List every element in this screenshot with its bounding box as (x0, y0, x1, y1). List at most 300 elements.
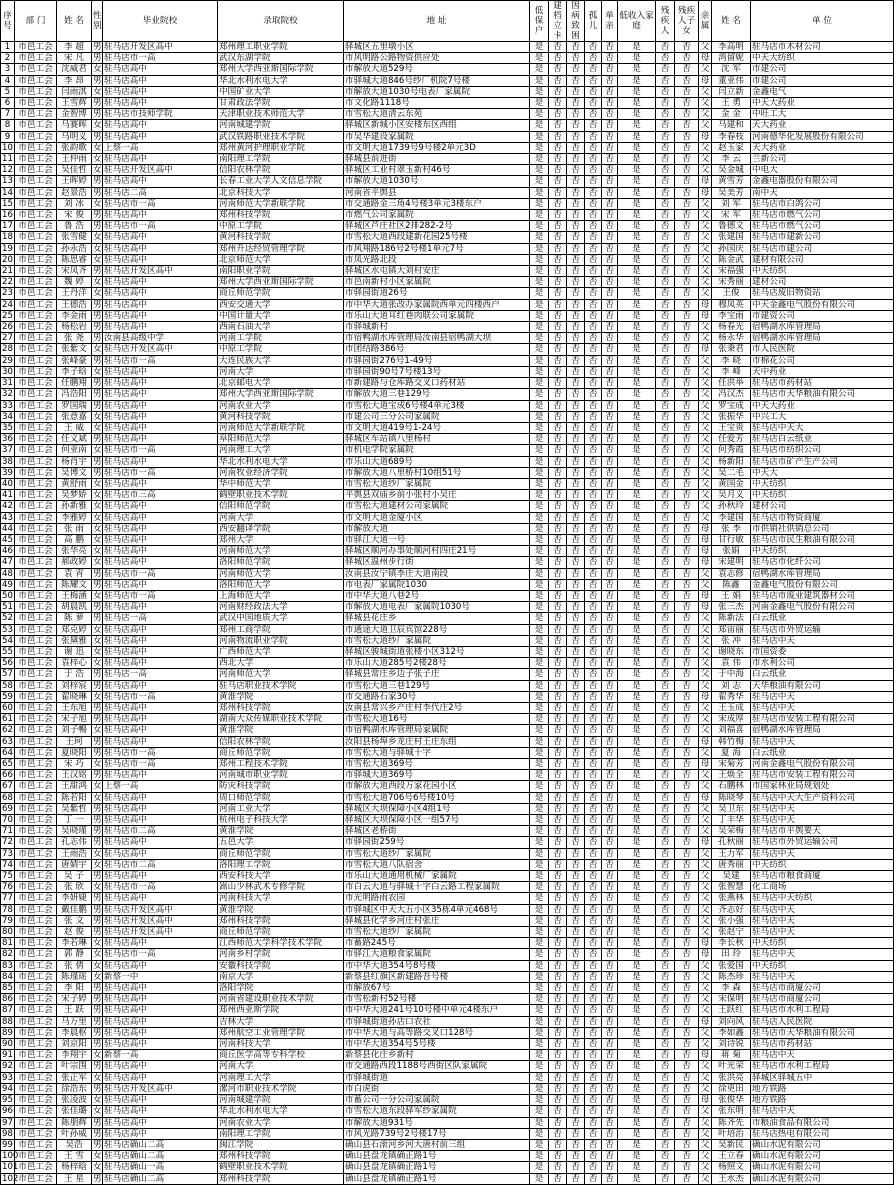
table-cell: 女 (93, 411, 102, 422)
table-cell: 是 (530, 1039, 549, 1050)
table-cell: 是 (618, 927, 656, 938)
table-cell: 否 (675, 478, 699, 489)
table-cell: 否 (602, 546, 618, 557)
table-cell: 94 (2, 1083, 13, 1094)
table-cell: 郑州大学 (218, 534, 344, 545)
table-row (1, 142, 894, 153)
table-row (1, 546, 894, 557)
table-cell: 否 (585, 1005, 602, 1016)
table-cell: 任鹏翔 (57, 378, 92, 389)
table-cell: 否 (675, 1016, 699, 1027)
table-cell: 否 (585, 1095, 602, 1106)
table-cell: 闽江学院 (218, 1139, 344, 1150)
table-cell: 市文明大道1739号9号楼2单元3D (344, 142, 530, 153)
table-cell: 否 (567, 871, 585, 882)
table-cell: 驻马店高中 (103, 871, 218, 882)
table-cell: 市邑工会 (15, 1039, 57, 1050)
table-cell: 女 (93, 232, 102, 243)
table-cell: 市邑工会 (15, 490, 57, 501)
table-cell: 吴卫东 (712, 803, 751, 814)
table-cell: 53 (2, 624, 13, 635)
table-cell: 否 (656, 109, 675, 120)
table-cell: 否 (656, 176, 675, 187)
table-cell: 市解放大道1030号 (344, 176, 530, 187)
table-cell: 否 (675, 1117, 699, 1128)
table-cell: 吉林大学 (218, 1016, 344, 1027)
column-header: 因病致困 (567, 1, 585, 42)
table-cell: 白云纸业 (751, 669, 894, 680)
table-cell: 驻马店高中 (103, 557, 218, 568)
table-cell: 罗国瑞 (57, 400, 92, 411)
table-cell: 否 (549, 759, 567, 770)
table-cell: 否 (602, 882, 618, 893)
table-cell: 66 (2, 770, 13, 781)
table-cell: 否 (549, 232, 567, 243)
table-cell: 中天纺织 (751, 859, 894, 870)
table-cell: 市邑工会 (15, 378, 57, 389)
table-cell: 新蔡一高 (103, 1050, 218, 1061)
table-cell: 确山水泥有限公司 (751, 1173, 894, 1184)
column-header: 低保户 (530, 1, 549, 42)
table-cell: 91 (2, 1050, 13, 1061)
table-cell: 否 (567, 266, 585, 277)
table-cell: 市邑工会 (15, 512, 57, 523)
table-cell: 王雨浩 (57, 848, 92, 859)
table-cell: 否 (675, 266, 699, 277)
table-cell: 72 (2, 837, 13, 848)
table-cell: 否 (549, 254, 567, 265)
table-cell: 驻马店开发区高中 (103, 915, 218, 926)
table-cell: 否 (567, 646, 585, 657)
table-cell: 是 (618, 42, 656, 53)
table-cell: 驻马店高中 (103, 736, 218, 747)
table-cell: 吴紫哲 (57, 803, 92, 814)
table-cell: 否 (567, 781, 585, 792)
table-cell: 驻马店市一高 (103, 759, 218, 770)
table-cell: 是 (530, 949, 549, 960)
table-cell: 市雪松大道纱厂家属院 (344, 927, 530, 938)
table-cell: 否 (567, 893, 585, 904)
table-cell: 男 (93, 904, 102, 915)
column-header: 地 址 (344, 1, 530, 42)
table-cell: 驻马店中天 (751, 691, 894, 702)
table-cell: 驻马店二高 (103, 187, 218, 198)
table-cell: 父 (699, 322, 712, 333)
table-cell: 是 (530, 366, 549, 377)
table-cell: 父 (699, 803, 712, 814)
table-cell: 男 (93, 680, 102, 691)
table-row (1, 490, 894, 501)
table-cell: 否 (656, 624, 675, 635)
table-cell: 61 (2, 714, 13, 725)
table-cell: 女 (93, 1050, 102, 1061)
table-cell: 驻马店中天 (751, 927, 894, 938)
table-cell: 否 (656, 613, 675, 624)
table-cell: 鲁 浩 (57, 221, 92, 232)
table-cell: 否 (675, 1151, 699, 1162)
table-cell: 父 (699, 120, 712, 131)
table-cell: 否 (585, 98, 602, 109)
table-cell: 市邑工会 (15, 232, 57, 243)
table-cell: 南阳职业学院 (218, 266, 344, 277)
table-cell: 是 (530, 1050, 549, 1061)
table-row (1, 434, 894, 445)
table-cell: 否 (567, 198, 585, 209)
table-cell: 河南师范大学新联学院 (218, 422, 344, 433)
table-cell: 否 (549, 1173, 567, 1184)
table-cell: 是 (618, 1005, 656, 1016)
table-cell: 否 (549, 702, 567, 713)
table-cell: 是 (530, 434, 549, 445)
table-cell: 是 (618, 1061, 656, 1072)
table-cell: 母 (699, 1016, 712, 1027)
table-cell: 7 (1, 109, 15, 120)
table-cell: 男 (93, 714, 102, 725)
table-cell: 否 (567, 1151, 585, 1162)
table-cell: 否 (549, 120, 567, 131)
table-cell: 中天大纺织 (751, 53, 894, 64)
table-cell: 是 (618, 590, 656, 601)
table-cell: 沈威君 (57, 64, 92, 75)
table-cell: 否 (675, 1039, 699, 1050)
table-cell: 男 (93, 299, 102, 310)
table-cell: 孔秋丽 (712, 837, 751, 848)
table-cell: 父 (699, 478, 712, 489)
table-cell: 否 (656, 221, 675, 232)
table-cell: 父 (699, 288, 712, 299)
table-cell: 否 (585, 837, 602, 848)
table-cell: 驿城区老桥街 (344, 826, 530, 837)
table-cell: 否 (585, 1083, 602, 1094)
table-cell: 是 (618, 691, 656, 702)
table-cell: 否 (549, 602, 567, 613)
table-cell: 李建国 (712, 512, 751, 523)
table-cell: 是 (530, 422, 549, 433)
table-cell: 4 (1, 75, 15, 86)
table-cell: 否 (656, 445, 675, 456)
table-cell: 市供销社供销总公司 (751, 523, 894, 534)
table-cell: 西安交通大学 (218, 299, 344, 310)
table-row (1, 534, 894, 545)
table-cell: 否 (549, 523, 567, 534)
table-cell: 驻马店高中 (103, 64, 218, 75)
table-cell: 市邑工会 (15, 422, 57, 433)
table-cell: 否 (549, 422, 567, 433)
table-cell: 否 (602, 568, 618, 579)
table-cell: 宋福强 (712, 266, 751, 277)
table-cell: 市邑工会 (15, 971, 57, 982)
table-cell: 否 (549, 904, 567, 915)
table-cell: 驻马店高中 (103, 288, 218, 299)
table-cell: 驻马店高中 (103, 389, 218, 400)
table-cell: 母 (699, 176, 712, 187)
column-header: 序号 (1, 1, 15, 42)
table-cell: 西安科技大学 (218, 871, 344, 882)
table-cell: 驻马店高中 (103, 714, 218, 725)
table-row (1, 702, 894, 713)
table-cell: 否 (567, 915, 585, 926)
table-cell: 驿城县前进街 (344, 154, 530, 165)
table-cell: 否 (675, 434, 699, 445)
table-cell: 新蔡县化庄乡新村 (344, 1050, 530, 1061)
table-cell: 市雪松大道纱厂家属院 (344, 848, 530, 859)
table-cell: 否 (549, 736, 567, 747)
table-cell: 市解放67号 (344, 983, 530, 994)
table-cell: 102 (2, 1173, 19, 1184)
table-cell: 驻马店高中 (103, 680, 218, 691)
table-cell: 市邑工会 (15, 1027, 57, 1038)
table-cell: 王德浩 (57, 299, 92, 310)
table-cell: 建材有限公司 (751, 254, 894, 265)
table-cell: 刘向风 (712, 1016, 751, 1027)
table-cell: 父 (699, 983, 712, 994)
table-row (1, 322, 894, 333)
table-row (1, 792, 894, 803)
table-cell: 男 (93, 915, 102, 926)
table-cell: 否 (585, 154, 602, 165)
table-cell: 父 (699, 568, 712, 579)
table-cell: 驻马店高中 (103, 635, 218, 646)
table-cell: 父 (699, 1173, 712, 1184)
table-cell: 否 (602, 98, 618, 109)
table-row (1, 1083, 894, 1094)
table-cell: 张智慧 (712, 882, 751, 893)
table-cell: 徐浩东 (57, 1083, 92, 1094)
table-cell: 夏晓阳 (57, 747, 92, 758)
table-cell: 是 (530, 378, 549, 389)
table-cell: 新蔡县红旗区新建路吾号楼 (344, 971, 530, 982)
table-cell: 市解放大道931号 (344, 1117, 530, 1128)
table-cell: 否 (602, 366, 618, 377)
table-cell: 否 (567, 411, 585, 422)
table-cell: 男 (93, 871, 102, 882)
table-cell: 父 (699, 445, 712, 456)
table-cell: 否 (567, 882, 585, 893)
table-cell: 驻马店市一高 (103, 747, 218, 758)
table-cell: 郑州工程技术学院 (218, 759, 344, 770)
table-cell: 市邑工会 (15, 1117, 57, 1128)
table-cell: 37 (2, 445, 13, 456)
table-cell: 市邑工会 (15, 210, 57, 221)
table-cell: 38 (2, 456, 13, 467)
table-cell: 是 (530, 1151, 549, 1162)
table-cell: 驻马店开发区高中 (103, 266, 218, 277)
table-row (1, 1072, 894, 1083)
table-cell: 是 (530, 590, 549, 601)
table-cell: 是 (618, 680, 656, 691)
table-cell: 是 (530, 1117, 549, 1128)
table-cell: 否 (656, 1139, 675, 1150)
table-cell: 张赵宁 (712, 927, 751, 938)
table-cell: 是 (530, 848, 549, 859)
column-header: 残疾人子女 (675, 1, 699, 42)
table-cell: 否 (675, 165, 699, 176)
table-cell: 地方铁路 (751, 1095, 894, 1106)
table-cell: 市中华大道354号5号楼 (344, 1039, 530, 1050)
table-cell: 父 (699, 747, 712, 758)
table-cell: 广西师范大学 (218, 646, 344, 657)
table-cell: 王 勇 (712, 98, 751, 109)
table-cell: 59 (2, 691, 13, 702)
table-cell: 否 (585, 848, 602, 859)
table-cell: 南京大学 (218, 971, 344, 982)
table-cell: 市邑工会 (15, 75, 57, 86)
table-cell: 否 (549, 445, 567, 456)
table-cell: 夏 海 (712, 747, 751, 758)
table-cell: 河南农业大学 (218, 400, 344, 411)
table-cell: 驻马店市安装工程有限公司 (751, 770, 894, 781)
table-cell: 驻马店市一高 (103, 568, 218, 579)
table-cell: 袁 伟 (712, 658, 751, 669)
table-cell: 王甜鸿 (57, 781, 92, 792)
table-row (1, 154, 894, 165)
table-cell: 黄河科技学院 (218, 411, 344, 422)
table-cell: 市雪松大道16号 (344, 714, 530, 725)
table-cell: 孔志伟 (57, 837, 92, 848)
table-cell: 信阳农林学院 (218, 736, 344, 747)
table-row (1, 826, 894, 837)
table-cell: 否 (585, 1050, 602, 1061)
table-cell: 是 (530, 254, 549, 265)
table-cell: 吴 子 (57, 871, 92, 882)
table-cell: 郝政婷 (57, 557, 92, 568)
table-cell: 否 (549, 221, 567, 232)
table-cell: 袁梓心 (57, 658, 92, 669)
table-cell: 否 (656, 467, 675, 478)
table-cell: 父 (699, 635, 712, 646)
table-cell: 是 (530, 702, 549, 713)
table-cell: 市邑工会 (15, 42, 57, 53)
table-cell: 王 威 (57, 422, 92, 433)
table-cell: 50 (2, 590, 13, 601)
table-cell: 否 (602, 949, 618, 960)
table-cell: 吴浩 (57, 1139, 92, 1150)
table-cell: 101 (2, 1162, 19, 1173)
table-cell: 63 (2, 736, 13, 747)
table-cell: 12 (2, 165, 13, 176)
table-cell: 宿鸭湖水库管理局 (751, 568, 894, 579)
table-cell: 是 (618, 322, 656, 333)
table-cell: 否 (585, 568, 602, 579)
table-cell: 否 (549, 960, 567, 971)
table-cell: 否 (567, 501, 585, 512)
table-cell: 否 (656, 411, 675, 422)
table-cell: 郑克婷 (57, 624, 92, 635)
table-cell: 吴荣梅 (712, 826, 751, 837)
table-cell: 是 (618, 1016, 656, 1027)
table-row (1, 1027, 894, 1038)
table-cell: 是 (530, 210, 549, 221)
table-cell: 否 (585, 815, 602, 826)
table-cell: 否 (549, 434, 567, 445)
table-cell: 驻马店高中 (103, 1016, 218, 1027)
table-cell: 否 (602, 288, 618, 299)
table-cell: 否 (602, 927, 618, 938)
table-cell: 否 (585, 983, 602, 994)
table-cell: 否 (585, 210, 602, 221)
table-cell: 女 (93, 86, 102, 97)
table-cell: 是 (618, 579, 656, 590)
table-cell: 是 (530, 714, 549, 725)
table-cell: 1 (1, 42, 15, 53)
table-cell: 父 (699, 971, 712, 982)
table-cell: 否 (585, 1128, 602, 1139)
table-cell: 是 (618, 759, 656, 770)
table-cell: 男 (93, 467, 102, 478)
table-cell: 否 (585, 826, 602, 837)
table-cell: 市邑工会 (15, 994, 57, 1005)
table-cell: 否 (602, 994, 618, 1005)
table-cell: 父 (699, 355, 712, 366)
table-cell: 是 (618, 1173, 656, 1184)
table-cell: 河南工学院 (218, 333, 344, 344)
table-cell: 否 (549, 815, 567, 826)
column-header: 姓 名 (57, 1, 92, 42)
table-cell: 是 (618, 770, 656, 781)
table-cell: 否 (567, 64, 585, 75)
table-cell: 市风光路739号2号楼17号 (344, 1128, 530, 1139)
table-cell: 王丹洋 (57, 288, 92, 299)
table-cell: 否 (656, 534, 675, 545)
table-cell: 驻马店高中 (103, 254, 218, 265)
table-cell: 男 (93, 389, 102, 400)
table-cell: 否 (656, 310, 675, 321)
table-cell: 是 (618, 109, 656, 120)
table-cell: 是 (530, 1083, 549, 1094)
table-cell: 鲁德文 (712, 221, 751, 232)
table-cell: 是 (618, 983, 656, 994)
table-cell: 否 (675, 792, 699, 803)
table-cell: 是 (618, 971, 656, 982)
table-cell: 否 (656, 456, 675, 467)
table-cell: 嵩山少林武术专修学院 (218, 882, 344, 893)
table-cell: 女 (93, 478, 102, 489)
table-cell: 否 (656, 994, 675, 1005)
table-cell: 是 (618, 411, 656, 422)
table-cell: 白云纸业 (751, 613, 894, 624)
table-cell: 新蔡一中 (103, 971, 218, 982)
table-cell: 黄国金 (712, 478, 751, 489)
table-cell: 否 (656, 355, 675, 366)
table-cell: 否 (585, 546, 602, 557)
table-cell: 男 (93, 613, 102, 624)
table-cell: 天华粮油有限公司 (751, 680, 894, 691)
table-cell: 否 (585, 187, 602, 198)
table-cell: 是 (530, 893, 549, 904)
table-cell: 否 (585, 333, 602, 344)
table-row (1, 1139, 894, 1150)
table-cell: 中电大 (751, 165, 894, 176)
table-cell: 张 李 (712, 523, 751, 534)
table-cell: 否 (602, 1016, 618, 1027)
table-cell: 否 (602, 142, 618, 153)
table-cell: 是 (618, 53, 656, 64)
table-cell: 北京科技大学 (218, 187, 344, 198)
table-cell: 宋 巧 (57, 759, 92, 770)
table-cell: 否 (656, 1173, 675, 1184)
table-cell: 否 (549, 859, 567, 870)
table-cell: 张黛雅 (57, 635, 92, 646)
table-cell: 68 (2, 792, 13, 803)
table-cell: 女 (93, 198, 102, 209)
table-cell: 洛阳师范大学 (218, 579, 344, 590)
table-cell: 驻马店中天 (751, 702, 894, 713)
table-cell: 驻马店高中 (103, 658, 218, 669)
table-cell: 否 (656, 1117, 675, 1128)
table-cell: 驻马店高中 (103, 378, 218, 389)
table-cell: 驻马店中天 (751, 736, 894, 747)
table-cell: 否 (675, 288, 699, 299)
